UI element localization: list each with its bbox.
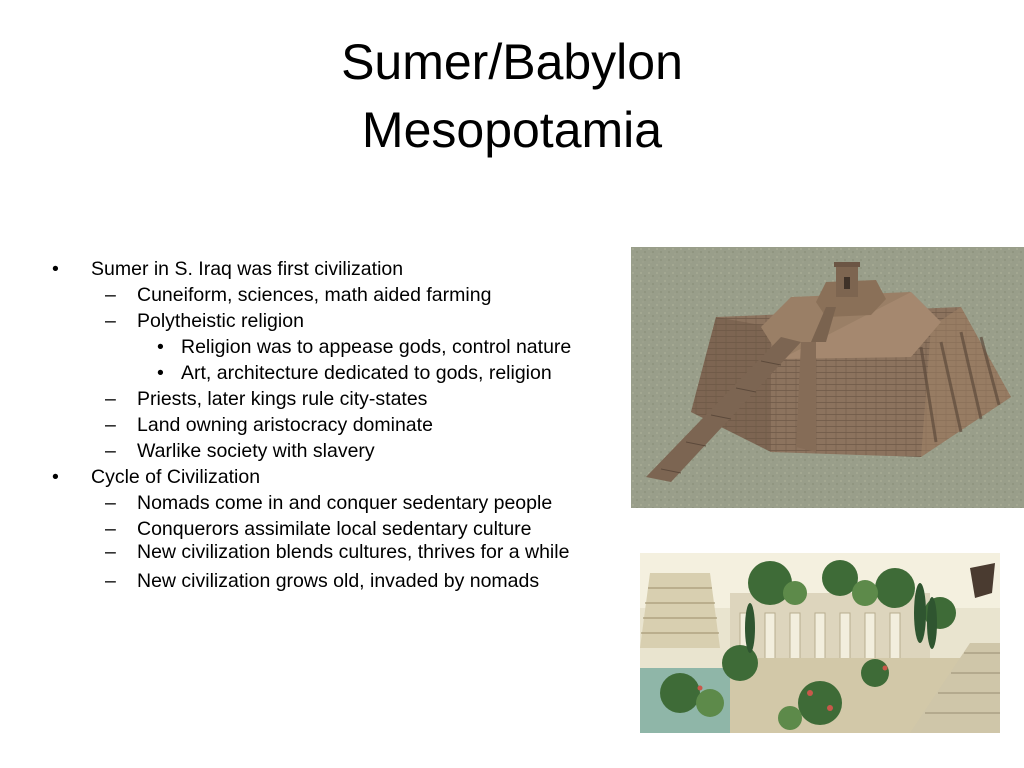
hanging-gardens-illustration-icon <box>640 553 1000 733</box>
bullet-text: Cuneiform, sciences, math aided farming <box>137 284 492 306</box>
bullet-marker: – <box>105 388 116 410</box>
bullet-text: Sumer in S. Iraq was first civilization <box>91 258 404 280</box>
bullet-item <box>50 412 630 438</box>
bullet-item <box>50 360 630 386</box>
bullet-marker: – <box>105 310 116 332</box>
ziggurat-image <box>631 247 1024 508</box>
bullet-marker: • <box>157 336 164 358</box>
bullet-marker: • <box>52 466 59 488</box>
bullet-text: New civilization grows old, invaded by nomads <box>137 570 540 592</box>
bullet-text: Nomads come in and conquer sedentary people <box>137 492 553 514</box>
bullet-item <box>50 542 577 568</box>
bullet-text: Land owning aristocracy dominate <box>137 414 433 436</box>
bullet-item <box>50 386 630 412</box>
bullet-marker: – <box>105 284 116 306</box>
bullet-marker: – <box>105 414 116 436</box>
bullet-marker: – <box>105 570 116 592</box>
bullet-marker: – <box>105 440 116 462</box>
bullet-marker: – <box>105 541 116 563</box>
bullet-text: Conquerors assimilate local sedentary culture <box>137 518 532 540</box>
slide-title-line-2: Mesopotamia <box>361 102 663 158</box>
bullet-item <box>50 256 630 282</box>
bullet-marker: • <box>52 258 59 280</box>
ziggurat-illustration-icon <box>631 247 1024 508</box>
bullet-item <box>50 490 630 516</box>
bullet-text: New civilization blends cultures, thrives for a while <box>137 541 570 563</box>
bullet-text: Cycle of Civilization <box>91 466 261 488</box>
bullet-marker: • <box>157 362 164 384</box>
bullet-item <box>50 516 630 542</box>
bullet-item <box>50 438 630 464</box>
bullet-item <box>50 282 630 308</box>
bullet-item <box>50 568 630 594</box>
gardens-image <box>640 553 1000 733</box>
slide-title-line-1: Sumer/Babylon <box>341 34 683 90</box>
bullet-item <box>50 308 630 334</box>
bullet-text: Priests, later kings rule city-states <box>137 388 428 410</box>
bullet-text: Warlike society with slavery <box>137 440 375 462</box>
bullet-marker: – <box>105 492 116 514</box>
bullet-text: Polytheistic religion <box>137 310 304 332</box>
bullet-text: Art, architecture dedicated to gods, religion <box>181 362 552 384</box>
slide-title <box>0 28 1024 164</box>
bullet-item <box>50 464 630 490</box>
bullet-list <box>50 256 630 594</box>
bullet-item <box>50 334 630 360</box>
bullet-marker: – <box>105 518 116 540</box>
bullet-text: Religion was to appease gods, control nature <box>181 336 572 358</box>
